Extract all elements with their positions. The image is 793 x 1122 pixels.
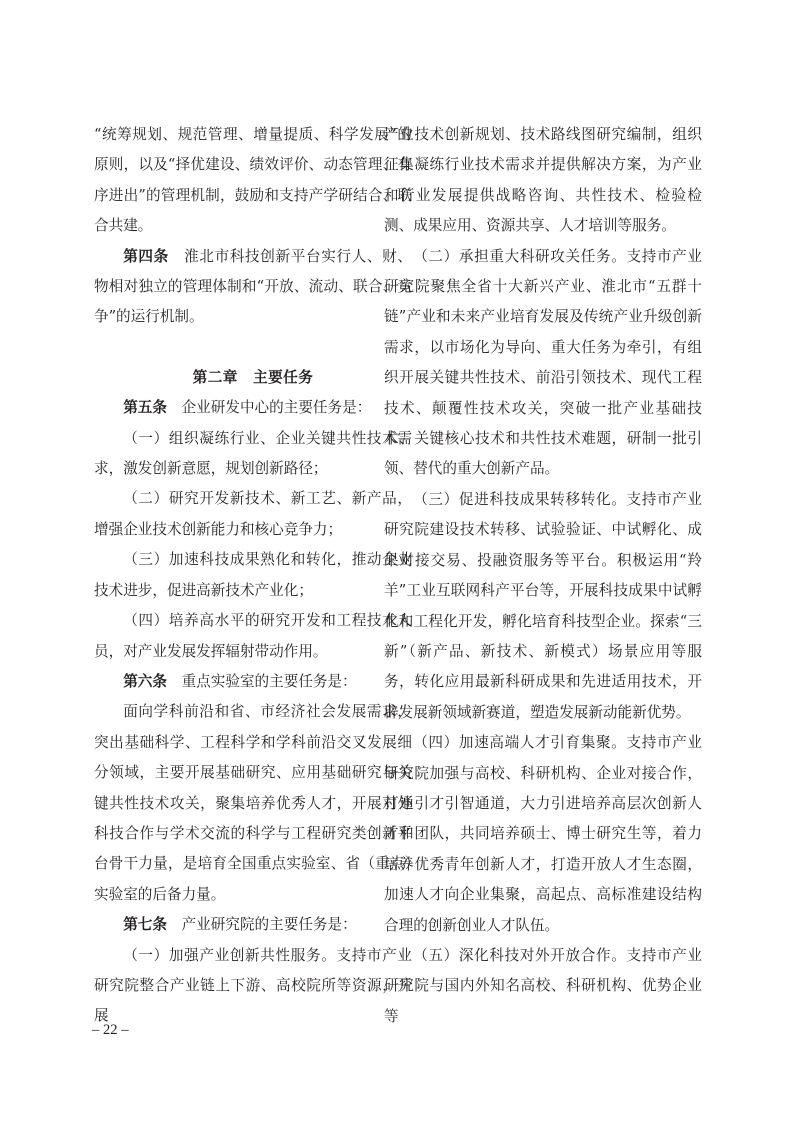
article-4-paragraph [94, 242, 412, 333]
article-5-paragraph [94, 393, 412, 423]
paragraph: “统筹规划、规范管理、增量提质、科学发展”的原则，以及“择优建设、绩效评价、动态管理、有序进出”的管理机制，鼓励和支持产学研结合、联合共建。 [94, 126, 412, 235]
paragraph: 面向学科前沿和省、市经济社会发展需求，突出基础科学、工程科学和学科前沿交叉发展细分领域，主要开展基础研究、应用基础研究与关键共性技术攻关，聚集培养优秀人才，开展对外科技合作与学术交流的科学与工程研究类创新平台骨干力量，是培育全国重点实验室、省（重点）实验室的后备力量。 [94, 703, 412, 903]
article-text: 淮北市科技创新平台实行人、财、物相对独立的管理体制和“开放、流动、联合、竞争”的运行机制。 [94, 247, 412, 326]
paragraph: （三）促进科技成果转移转化。支持市产业研究院建设技术转移、试验验证、中试孵化、成果对接交易、投融资服务等平台。积极运用“羚羊”工业互联网科产平台等，开展科技成果中试孵化和工程化开发，孵化培育科技型企业。探索“三新”（新产品、新技术、新模式）场景应用等服务，转化应用最新科研成果和先进适用技术，开辟发展新领域新赛道，塑造发展新动能新优势。 [384, 490, 702, 721]
paragraph: （二）研究开发新技术、新工艺、新产品，增强企业技术创新能力和核心竞争力； [94, 490, 412, 538]
paragraph: （一）加强产业创新共性服务。支持市产业研究院整合产业链上下游、高校院所等资源，开展 [94, 946, 412, 1025]
paragraph: （二）承担重大科研攻关任务。支持市产业研究院聚焦全省十大新兴产业、淮北市“五群十链”产业和未来产业培育发展及传统产业升级创新需求，以市场化为导向、重大任务为牵引，有组织开展关键共性技术、前沿引领技术、现代工程技术、颠覆性技术攻关，突破一批产业基础技术、关键核心技术和共性技术难题，研制一批引领、替代的重大创新产品。 [384, 247, 702, 478]
paragraph: （五）深化科技对外开放合作。支持市产业研究院与国内外知名高校、科研机构、优势企业等 [384, 946, 702, 1025]
paragraph: （三）加速科技成果熟化和转化，推动企业技术进步，促进高新技术产业化； [94, 551, 412, 599]
page-number: – 22 – [92, 1022, 129, 1038]
paragraph: （四）培养高水平的研究开发和工程技术人员，对产业发展发挥辐射带动作用。 [94, 612, 412, 660]
article-6-paragraph [94, 667, 412, 697]
paragraph: （四）加速高端人才引育集聚。支持市产业研究院加强与高校、科研机构、企业对接合作，打通引才引智通道，大力引进培养高层次创新人才和团队，共同培养硕士、博士研究生等，着力培养优秀青年创新人才，打造开放人才生态圈，加速人才向企业集聚，高起点、高标准建设结构合理的创新创业人才队伍。 [384, 734, 702, 934]
article-text: 企业研发中心的主要任务是： [181, 399, 372, 417]
article-7-paragraph [94, 910, 412, 940]
paragraph: 产业技术创新规划、技术路线图研究编制，组织征集凝练行业技术需求并提供解决方案，为产业和行业发展提供战略咨询、共性技术、检验检测、成果应用、资源共享、人才培训等服务。 [384, 126, 702, 235]
paragraph: （一）组织凝练行业、企业关键共性技术需求，激发创新意愿，规划创新路径； [94, 429, 412, 478]
left-column [94, 120, 412, 1032]
chapter-heading: 第二章 主要任务 [192, 368, 314, 386]
article-label: 第五条 [123, 399, 167, 417]
article-label: 第四条 [123, 247, 169, 265]
article-label: 第七条 [123, 916, 167, 934]
article-text: 产业研究院的主要任务是： [181, 916, 357, 934]
article-text: 重点实验室的主要任务是： [181, 672, 357, 690]
right-column [384, 120, 702, 1032]
article-label: 第六条 [123, 672, 167, 690]
